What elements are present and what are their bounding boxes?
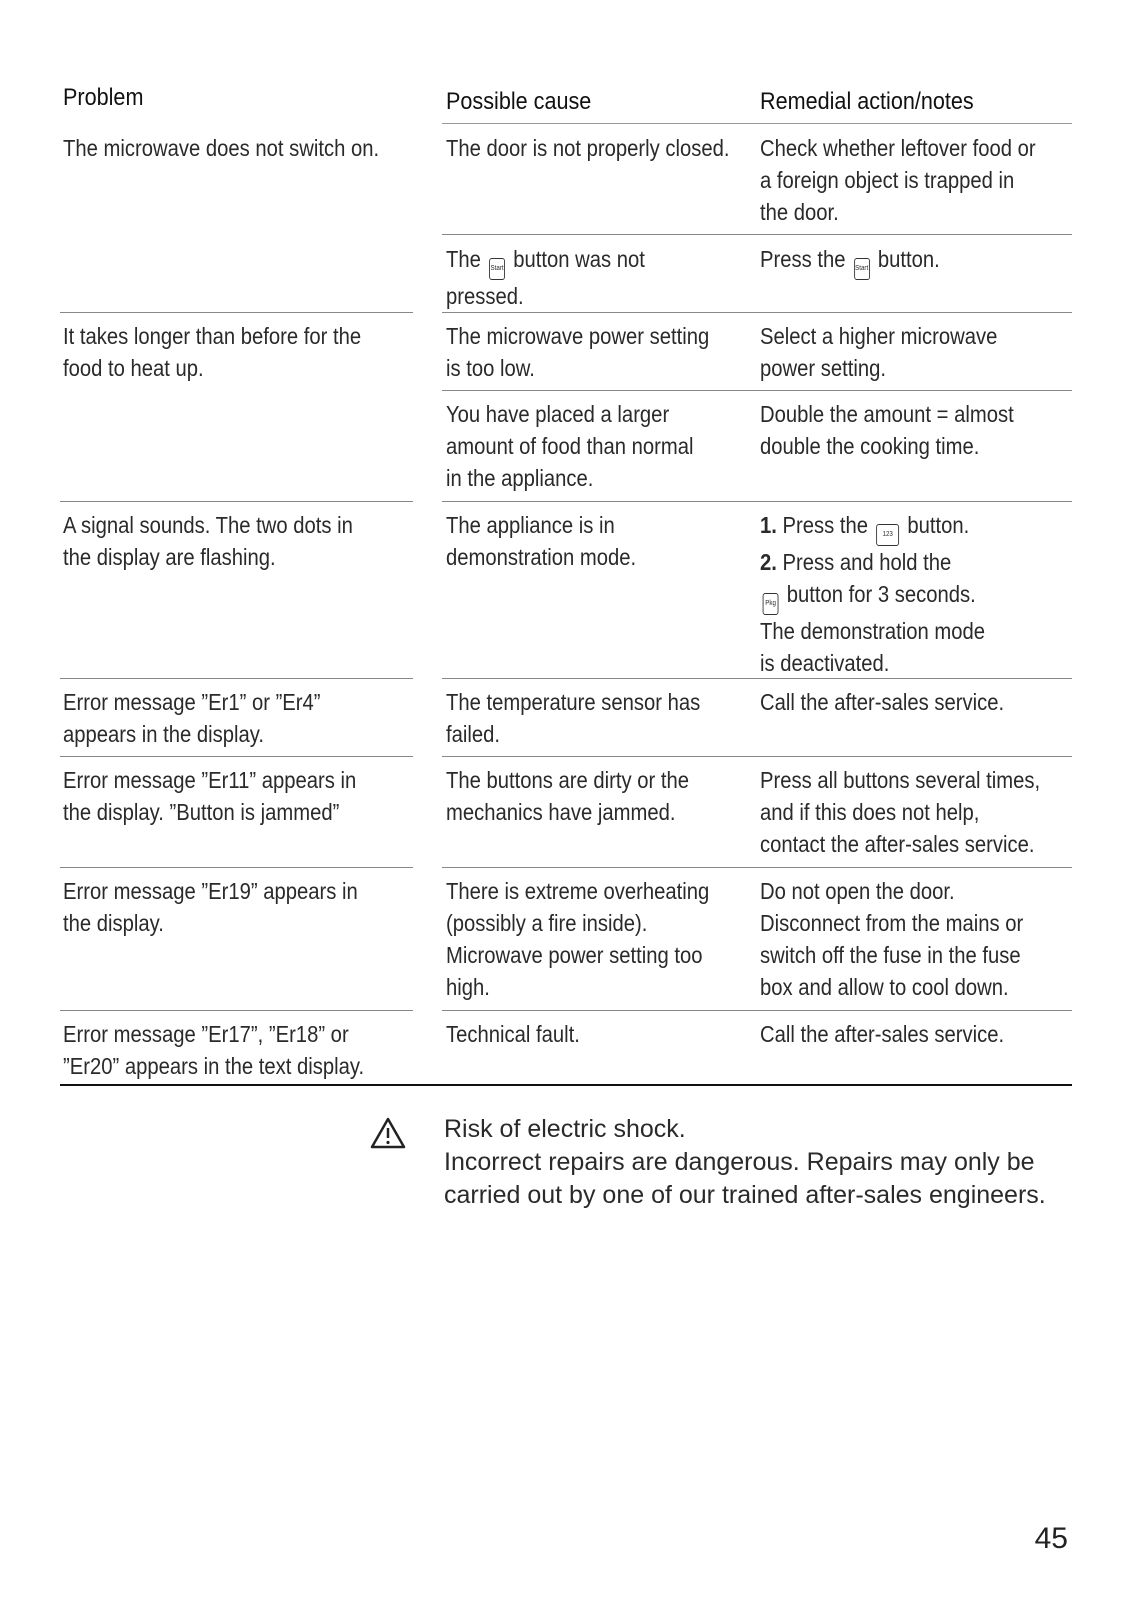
warning-triangle-icon [370, 1117, 406, 1149]
r5-problem: Error message ”Er11” appears in the display. ”Button is jammed” [63, 767, 357, 825]
r1-cause-1: The door is not properly closed. [446, 135, 730, 161]
r2-problem: It takes longer than before for the food to heat up. [63, 323, 362, 381]
r2-remedy-1: Select a higher microwave power setting. [760, 323, 998, 381]
r2-cause-2: You have placed a larger amount of food than normal in the appliance. [446, 401, 694, 491]
r6-problem: Error message ”Er19” appears in the display. [63, 878, 358, 936]
row-divider [442, 678, 1072, 679]
row-divider [442, 867, 1072, 868]
row-divider [60, 867, 413, 868]
r6-cause: There is extreme overheating (possibly a fire inside). Microwave power setting too high. [446, 878, 710, 1000]
r1-remedy-1: Check whether leftover food or a foreign object is trapped in the door. [760, 135, 1036, 225]
r5-remedy: Press all buttons several times, and if this does not help, contact the after-sales service. [760, 767, 1041, 857]
start-button-icon: Start [489, 258, 505, 280]
header-possible-cause: Possible cause [446, 88, 592, 115]
r7-cause: Technical fault. [446, 1021, 580, 1047]
r1-remedy-2: Press the Start button. [760, 243, 940, 280]
r4-remedy: Call the after-sales service. [760, 689, 1005, 715]
r3-problem: A signal sounds. The two dots in the display are flashing. [63, 512, 353, 570]
r5-cause: The buttons are dirty or the mechanics have jammed. [446, 767, 690, 825]
header-rule [442, 123, 1072, 124]
r6-remedy: Do not open the door. Disconnect from the mains or switch off the fuse in the fuse box and allow to cool down. [760, 878, 1024, 1000]
row-divider [60, 1010, 413, 1011]
row-divider [442, 234, 1072, 235]
r1-cause-2: The Start button was not pressed. [446, 246, 645, 309]
power-level-button-icon: 123 [876, 524, 899, 546]
row-divider [60, 756, 413, 757]
row-divider [442, 1010, 1072, 1011]
warning-title: Risk of electric shock. [444, 1115, 686, 1143]
row-divider [60, 501, 413, 502]
weight-button-icon: Pkg [763, 593, 779, 615]
row-divider [442, 756, 1072, 757]
page-number: 45 [1034, 1522, 1068, 1555]
r4-cause: The temperature sensor has failed. [446, 689, 701, 747]
r1-problem: The microwave does not switch on. [63, 135, 380, 161]
r7-problem: Error message ”Er17”, ”Er18” or ”Er20” appears in the text display. [63, 1021, 365, 1079]
row-divider [442, 312, 1072, 313]
header-problem: Problem [63, 84, 144, 111]
start-button-icon: Start [854, 258, 870, 280]
header-remedial-action: Remedial action/notes [760, 88, 974, 115]
row-divider [60, 312, 413, 313]
row-divider [442, 390, 1072, 391]
r4-problem: Error message ”Er1” or ”Er4” appears in the display. [63, 689, 321, 747]
warning-note [444, 1113, 1084, 1212]
row-divider [442, 501, 1072, 502]
warning-body: Incorrect repairs are dangerous. Repairs may only be carried out by one of our trained after-sales engineers. [444, 1148, 1046, 1209]
table-bottom-rule [60, 1084, 1072, 1086]
r3-remedy: 1. Press the 123 button. 2. Press and hold the Pkg button for 3 seconds. The demonstration mode is deactivated. [760, 512, 986, 676]
row-divider [60, 678, 413, 679]
r7-remedy: Call the after-sales service. [760, 1021, 1005, 1047]
r2-cause-1: The microwave power setting is too low. [446, 323, 710, 381]
r3-cause: The appliance is in demonstration mode. [446, 512, 637, 570]
r2-remedy-2: Double the amount = almost double the cooking time. [760, 401, 1014, 459]
